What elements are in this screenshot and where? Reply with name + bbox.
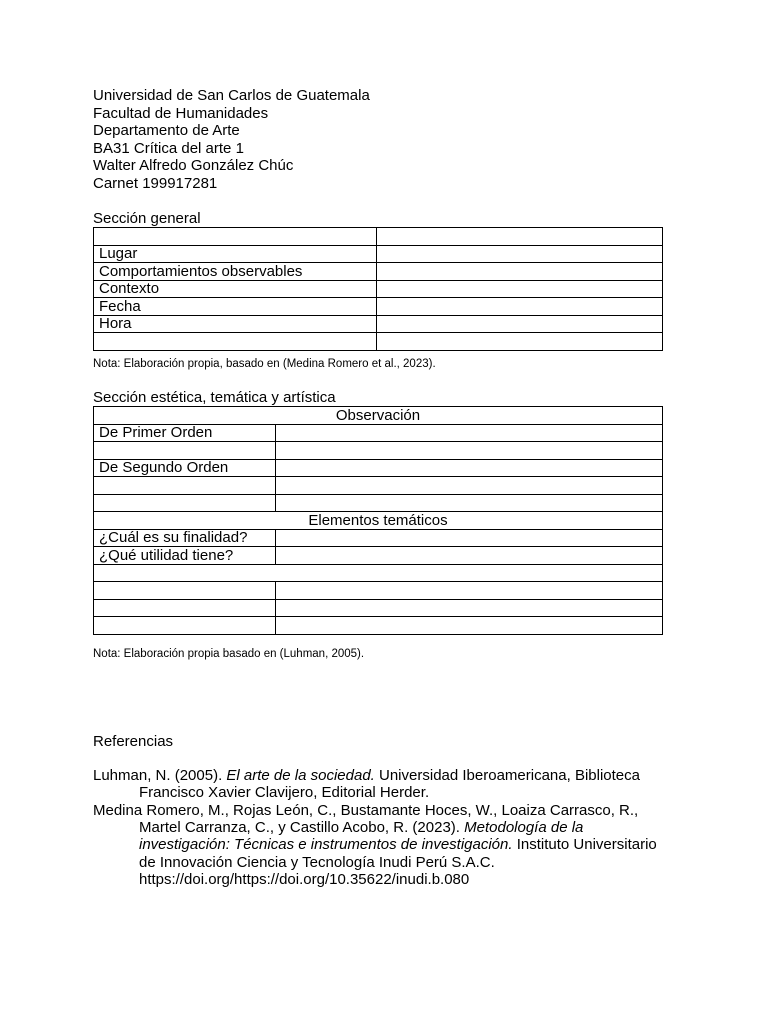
table-row	[94, 333, 663, 351]
table-cell	[276, 477, 663, 495]
table-cell	[276, 529, 663, 547]
row-label-comportamientos: Comportamientos observables	[94, 263, 377, 281]
table-cell	[377, 245, 663, 263]
table-cell	[377, 333, 663, 351]
reference-line: Francisco Xavier Clavijero, Editorial Herder.	[139, 784, 430, 802]
table-cell	[276, 459, 663, 477]
table-row	[94, 617, 663, 635]
row-label-question-utility: ¿Qué utilidad tiene?	[94, 547, 276, 565]
table-row	[94, 442, 663, 460]
row-label-hora: Hora	[94, 315, 377, 333]
row-label-question-purpose: ¿Cuál es su finalidad?	[94, 529, 276, 547]
table-row	[94, 424, 663, 442]
table-cell	[94, 477, 276, 495]
table-cell	[377, 298, 663, 316]
row-label-contexto: Contexto	[94, 280, 377, 298]
row-label-first-order: De Primer Orden	[94, 424, 276, 442]
table-row	[94, 477, 663, 495]
table-row	[94, 547, 663, 565]
table-row	[94, 298, 663, 316]
table-row	[94, 228, 663, 246]
reference-book-title: El arte de la sociedad.	[226, 767, 375, 784]
table-cell	[276, 617, 663, 635]
reference-text: Luhman, N. (2005).	[93, 767, 227, 784]
table-cell	[94, 599, 276, 617]
table-cell	[276, 424, 663, 442]
header-department: Departamento de Arte	[93, 122, 240, 139]
table-cell	[276, 442, 663, 460]
table-row	[94, 494, 663, 512]
table-cell	[377, 280, 663, 298]
table-row	[94, 512, 663, 530]
header-faculty: Facultad de Humanidades	[93, 105, 269, 122]
table-cell	[94, 442, 276, 460]
header-course: BA31 Crítica del arte 1	[93, 140, 244, 157]
table-cell	[377, 315, 663, 333]
table-cell	[276, 547, 663, 565]
table-row	[94, 459, 663, 477]
reference-line	[93, 836, 693, 853]
reference-line	[93, 767, 693, 784]
row-label-second-order: De Segundo Orden	[94, 459, 276, 477]
reference-book-title: investigación: Técnicas e instrumentos de investigación.	[139, 836, 513, 854]
table-cell	[276, 582, 663, 600]
header-carnet: Carnet 199917281	[93, 175, 218, 192]
references-title: Referencias	[93, 733, 174, 750]
table-cell	[94, 564, 663, 582]
table-row	[94, 599, 663, 617]
reference-line: Medina Romero, M., Rojas León, C., Bustamante Hoces, W., Loaiza Carrasco, R.,	[93, 802, 639, 819]
reference-text: Universidad Iberoamericana, Biblioteca	[374, 767, 640, 784]
reference-text: Instituto Universitario	[512, 836, 657, 854]
row-label-fecha: Fecha	[94, 298, 377, 316]
table-cell	[94, 494, 276, 512]
header-author: Walter Alfredo González Chúc	[93, 157, 294, 174]
table-cell	[377, 263, 663, 281]
table-row	[94, 582, 663, 600]
reference-book-title: Metodología de la	[464, 819, 584, 837]
table-row	[94, 529, 663, 547]
general-table	[93, 227, 663, 351]
aesthetic-table	[93, 406, 663, 635]
header-university: Universidad de San Carlos de Guatemala	[93, 87, 370, 104]
table-cell	[94, 617, 276, 635]
row-label-lugar: Lugar	[94, 245, 377, 263]
table-row	[94, 564, 663, 582]
table-cell	[377, 228, 663, 246]
reference-doi-link[interactable]: https://doi.org/https://doi.org/10.35622/inudi.b.080	[139, 870, 470, 888]
table-cell	[94, 333, 377, 351]
reference-luhman	[93, 767, 693, 801]
general-table-note: Nota: Elaboración propia, basado en (Medina Romero et al., 2023).	[93, 358, 436, 370]
table-cell	[94, 582, 276, 600]
aesthetic-section-title: Sección estética, temática y artística	[93, 389, 336, 406]
table-cell	[276, 599, 663, 617]
table-cell	[276, 494, 663, 512]
table-row	[94, 263, 663, 281]
table-row	[94, 407, 663, 425]
reference-medina	[93, 802, 693, 888]
general-section-title: Sección general	[93, 210, 201, 227]
aesthetic-table-note: Nota: Elaboración propia basado en (Luhman, 2005).	[93, 648, 365, 660]
reference-line	[93, 819, 693, 836]
table-row	[94, 315, 663, 333]
thematic-header: Elementos temáticos	[94, 512, 663, 530]
table-row	[94, 245, 663, 263]
observation-header: Observación	[94, 407, 663, 425]
reference-line: de Innovación Ciencia y Tecnología Inudi Perú S.A.C.	[139, 853, 495, 871]
table-cell	[94, 228, 377, 246]
reference-text: Martel Carranza, C., y Castillo Acobo, R. (2023).	[139, 819, 465, 837]
table-row	[94, 280, 663, 298]
